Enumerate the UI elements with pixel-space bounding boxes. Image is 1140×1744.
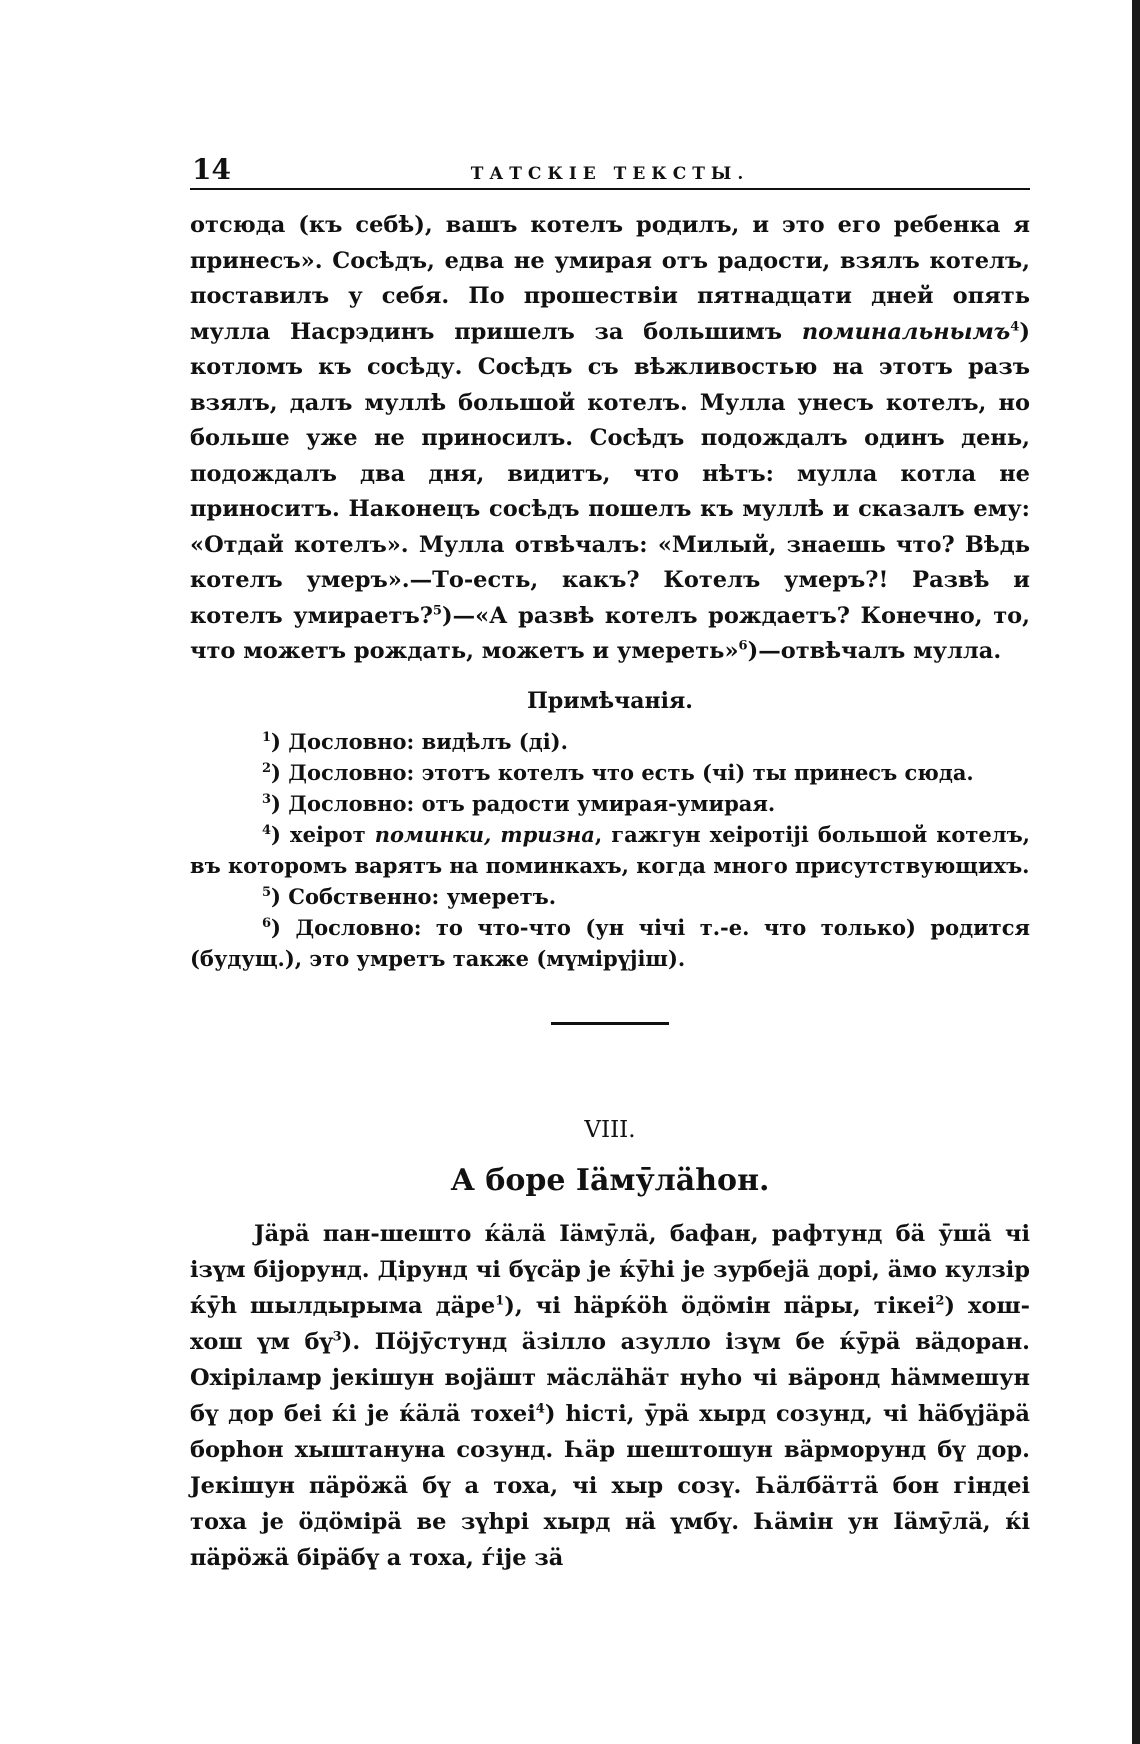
main-text-part: отсюда (къ себѣ), вашъ котелъ родилъ, и это его ребенка я принесъ». Сосѣдъ, едва не умирая отъ радости, взялъ котелъ, поставилъ у себя. По прошествіи пятнадцати дней опять мулла Насрэдинъ пришелъ за большимъ: [190, 212, 1030, 345]
note-number: 1: [262, 729, 272, 745]
footnote-ref: 2: [935, 1293, 945, 1308]
tale-text-part: ) хош-хош үм бү: [190, 1292, 1030, 1355]
note-item: [190, 726, 1030, 757]
page: [190, 150, 1030, 1576]
note-number: 4: [262, 822, 272, 838]
note-number: 3: [262, 791, 272, 807]
main-text-part: )—отвѣчалъ мулла.: [747, 638, 1002, 664]
footnote-ref: 4: [535, 1401, 545, 1416]
scan-edge: [1132, 0, 1140, 1744]
footnote-ref: 1: [495, 1293, 505, 1308]
tale-text-part: ) һісті, ӯрӓ хырд созунд, чі һӓбүјӓрӓ борһон хыштануна созунд. Һӓр шештошун вӓрморунд бү дор. Јекішун пӓрӧжӓ бү а тоха, чі хыр созү. Һӓлбӓттӓ бон гіндеі тоха је ӧдӧмірӓ ве зүһрі хырд нӓ үмбү. Һӓмін ун Ӏӓмӯлӓ, ќі пӓрӧжӓ бірӓбү а тоха, ѓіје зӓ: [190, 1400, 1030, 1571]
note-text: , гажгун хеіротіјі большой котелъ, въ которомъ варятъ на поминкахъ, когда много присутствующихъ.: [190, 821, 1030, 878]
main-text-part: )—«А развѣ котелъ рождаетъ? Конечно, то, что можетъ рождать, можетъ и умереть»: [190, 602, 1030, 664]
note-italic: поминки, тризна: [374, 821, 595, 847]
running-title: ТАТСКІЕ ТЕКСТЫ.: [470, 164, 750, 184]
footnote-ref: 5: [432, 603, 442, 618]
note-item: [190, 757, 1030, 788]
note-item: [190, 819, 1030, 881]
main-text-part: котломъ къ сосѣду. Сосѣдъ съ вѣжливостью на этотъ разъ взялъ, далъ муллѣ большой котелъ. Мулла унесъ котелъ, но больше уже не приносилъ. Сосѣдъ подождалъ одинъ день, подождалъ два дня, видитъ, что нѣтъ: мулла котла не приноситъ. Наконецъ сосѣдъ пошелъ къ муллѣ и сказалъ ему: «Отдай котелъ». Мулла отвѣчалъ: «Милый, знаешь что? Вѣдь котелъ умеръ».—То-есть, какъ? Котелъ умеръ?! Развѣ и котелъ умираетъ?: [190, 354, 1030, 629]
main-paragraph: отсюда (къ себѣ), вашъ котелъ родилъ, и это его ребенка я принесъ». Сосѣдъ, едва не умирая отъ радости, взялъ котелъ, поставилъ у себя. По прошествіи пятнадцати дней опять мулла Насрэдинъ пришелъ за большимъ поминальнымъ$^4$) котломъ къ сосѣду. Сосѣдъ съ вѣжливостью на этотъ разъ взялъ, далъ муллѣ большой котелъ. Мулла унесъ котелъ, но больше уже не приносилъ. Сосѣдъ подождалъ одинъ день, подождалъ два дня, видитъ, что нѣтъ: мулла котла не приноситъ. Наконецъ сосѣдъ пошелъ къ муллѣ и сказалъ ему: «Отдай котелъ». Мулла отвѣчалъ: «Милый, знаешь что? Вѣдь котелъ умеръ».—То-есть, какъ? Котелъ умеръ?! Развѣ и котелъ умираетъ?$^5$)—«А развѣ котелъ рождаетъ? Конечно, то, что можетъ рождать, можетъ и умереть»$^6$)—отвѣчалъ мулла.: [190, 212, 1030, 664]
note-text: ) Дословно: отъ радости умирая-умирая.: [271, 790, 776, 816]
note-number: 2: [262, 760, 272, 776]
notes-list: [190, 726, 1030, 974]
tale-title: А боре Ӏӓмӯлӓһон.: [450, 1162, 770, 1198]
footnote-ref: 6: [738, 638, 748, 654]
page-number: 14: [192, 153, 231, 186]
note-number: 6: [262, 915, 272, 931]
note-text: ) Дословно: видѣлъ (ді).: [271, 728, 568, 754]
section-number: VIII.: [584, 1116, 636, 1143]
italic-word: поминальнымъ: [801, 318, 1011, 345]
tale-paragraph: [190, 1216, 1030, 1576]
notes-heading: Примѣчанія.: [527, 687, 693, 714]
tale-text-part: ). Пӧјӯстунд ӓзілло азулло ізүм бе ќӯрӓ вӓдоран. Охіріламр јекішун војӓшт мӓслӓһӓт нуһо чі вӓронд һӓммешун бү дор беі ќі је ќӓлӓ тохеі: [190, 1328, 1031, 1427]
note-item: [190, 912, 1030, 974]
tale-text-part: ), чі һӓрќӧһ ӧдӧмін пӓры, тікеі: [504, 1292, 936, 1319]
page-header: [190, 150, 1030, 190]
footnote-ref: 4: [1010, 319, 1020, 334]
note-text: ) хеірот: [271, 821, 375, 847]
note-item: [190, 881, 1030, 912]
footnote-ref: 3: [332, 1329, 342, 1344]
note-text: ) Собственно: умеретъ.: [271, 883, 557, 909]
tale-text-part: Јӓрӓ пан-шешто ќӓлӓ Ӏӓмӯлӓ, бафан, рафтунд бӓ ӯшӓ чі ізүм біјорунд. Дірунд чі бүсӓр је ќӯһі је зурбејӓ дорі, ӓмо кулзір ќӯһ шылдырыма дӓре: [190, 1220, 1030, 1319]
note-text: ) Дословно: этотъ котелъ что есть (чі) ты принесъ сюда.: [271, 759, 974, 785]
section-divider: [551, 1022, 669, 1025]
note-number: 5: [262, 884, 272, 900]
note-item: [190, 788, 1030, 819]
note-text: ) Дословно: то что-что (ун чічі т.-е. что только) родится (будущ.), это умретъ также (мүмірүјіш).: [190, 914, 1030, 971]
